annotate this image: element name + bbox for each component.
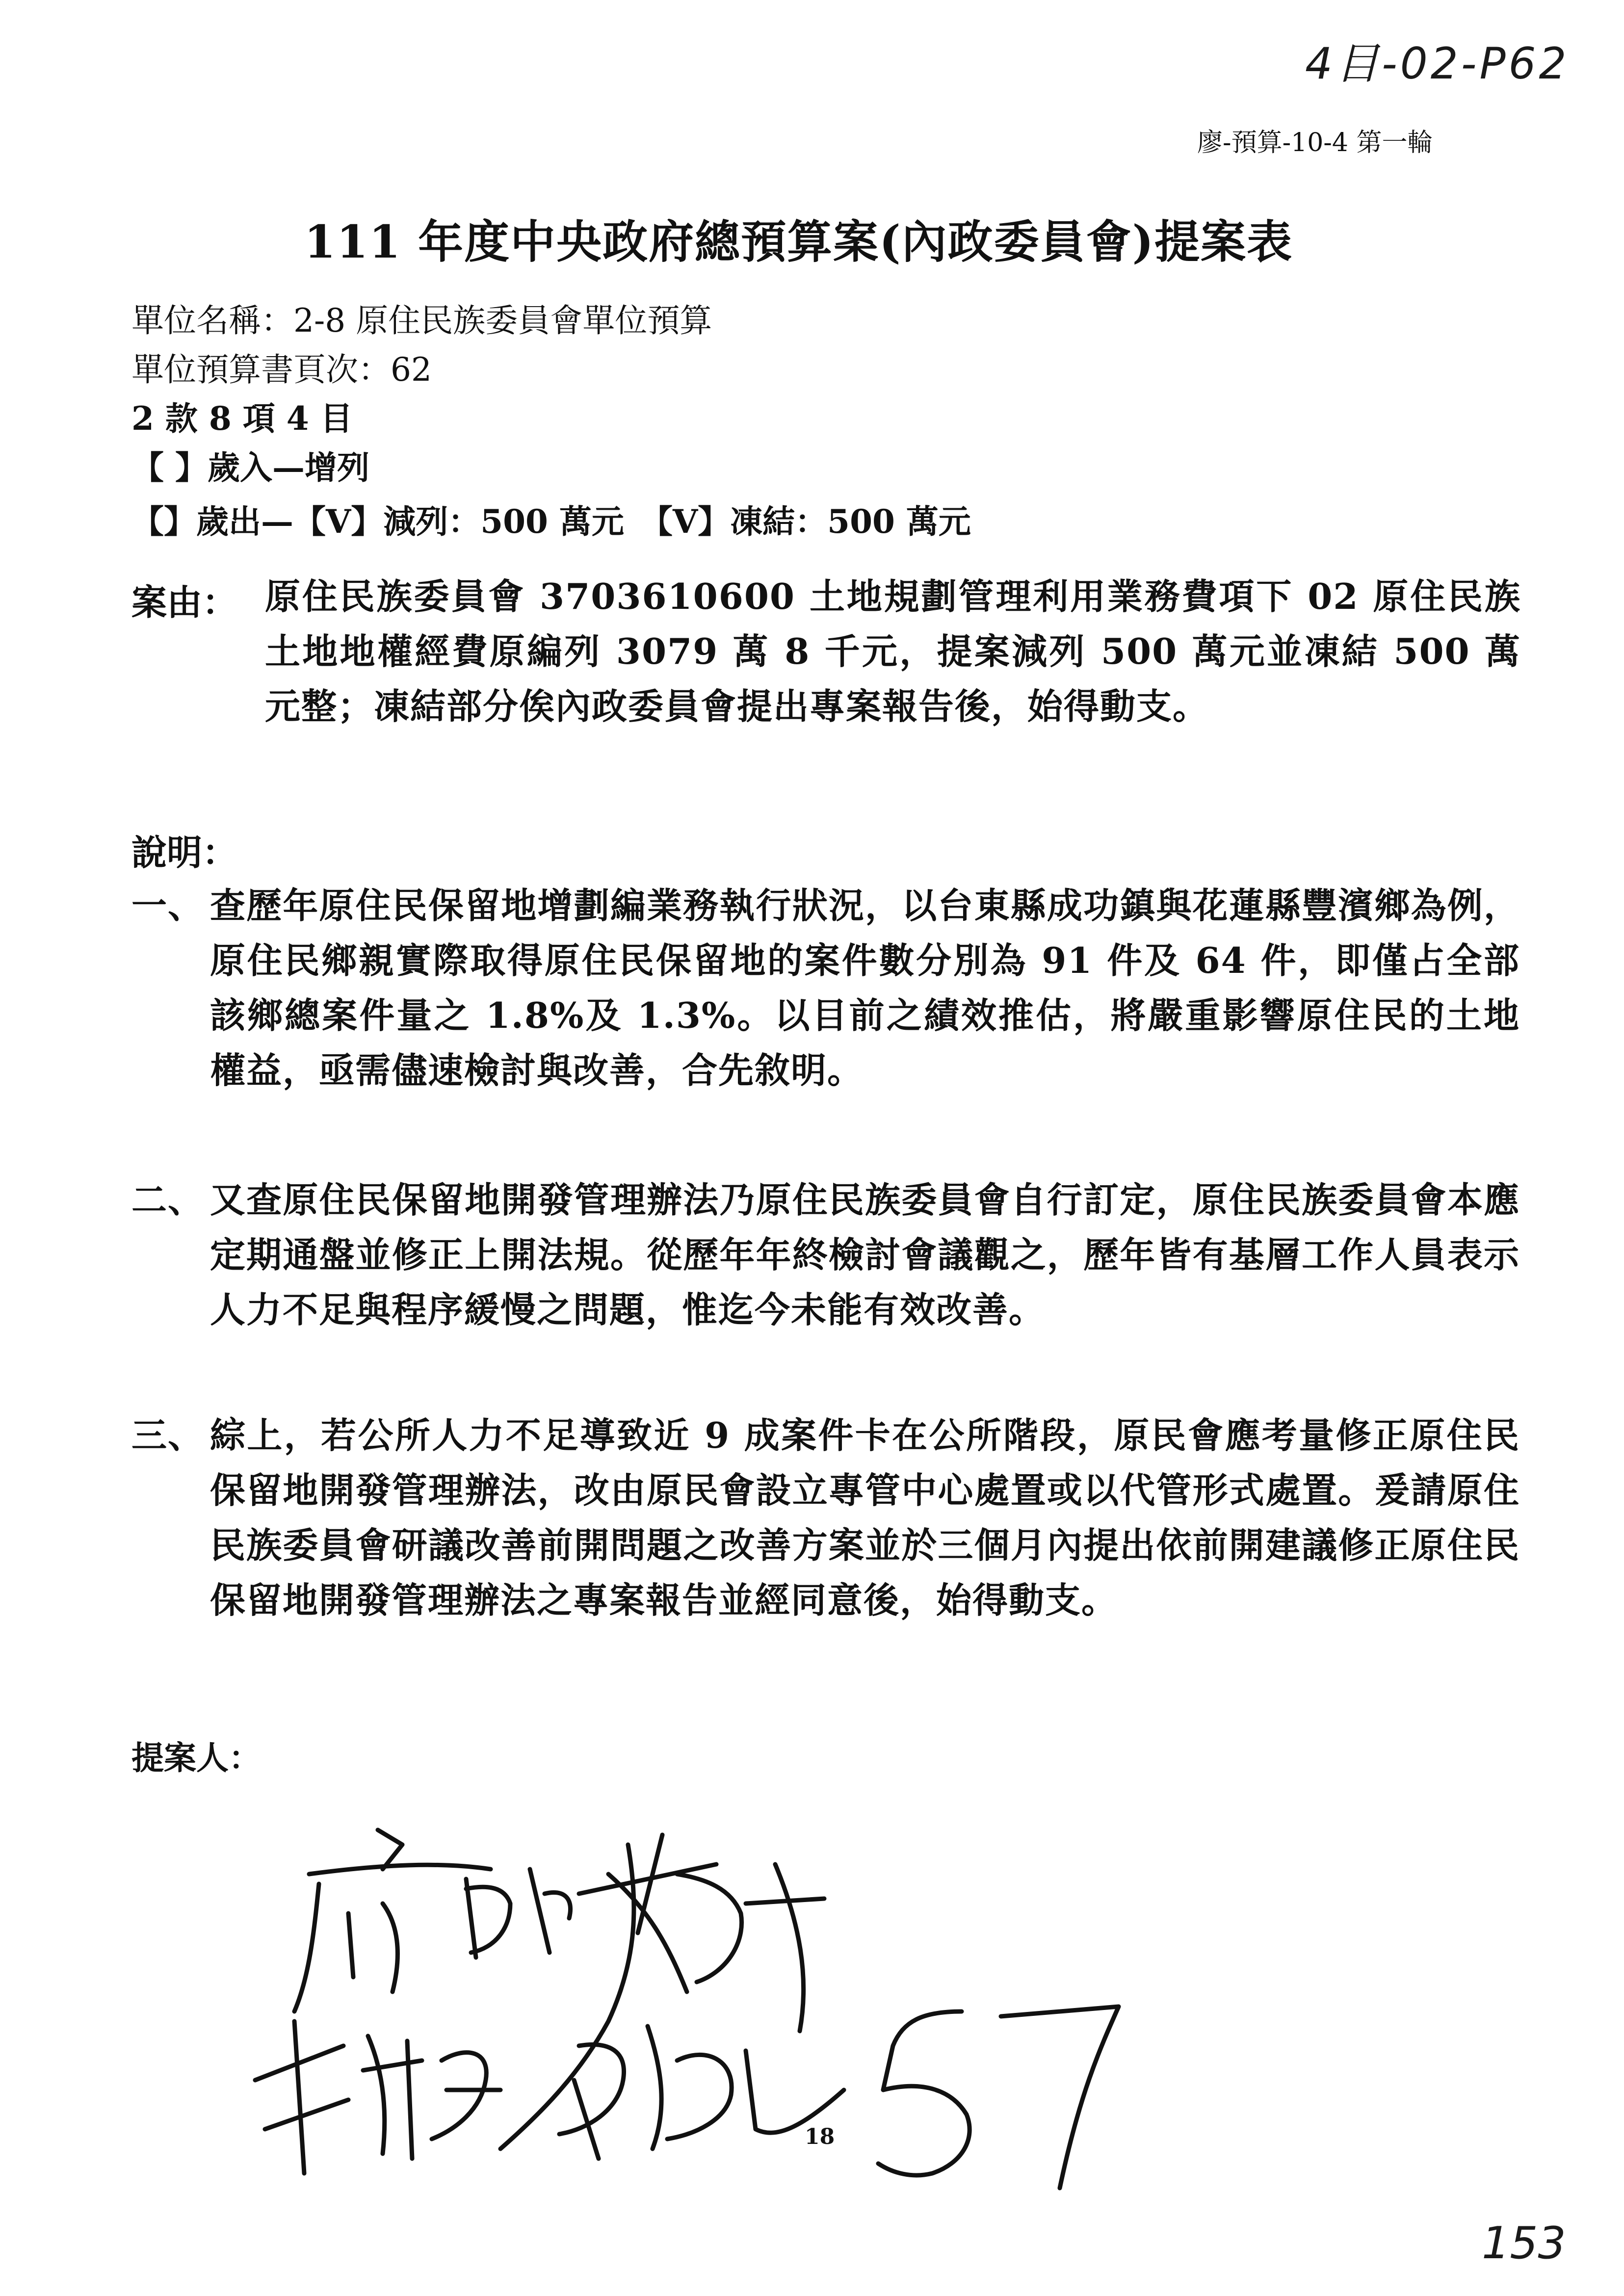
expenditure-line: 【】歲出—【V】減列：500 萬元 【V】凍結：500 萬元: [131, 502, 971, 541]
reason-text: 原住民族委員會 3703610600 土地規劃管理利用業務費項下 02 原住民族土地地權經費原編列 3079 萬 8 千元，提案減列 500 萬元並凍結 500 萬元整；凍結部分俟內政委員會提出專案報告後，始得動支。: [265, 575, 1521, 727]
handwritten-corner-note: 153: [1482, 2218, 1566, 2269]
handwritten-signatures: [236, 1815, 1217, 2198]
page-number: 18: [805, 2124, 835, 2149]
reason-label: 案由：: [131, 581, 238, 623]
proposer-label: 提案人：: [131, 1739, 261, 1777]
handwritten-file-note: 4目-02-P62: [1305, 38, 1570, 89]
unit-name: 單位名稱：2-8 原住民族委員會單位預算: [131, 302, 712, 339]
item-code: 2 款 8 項 4 目: [131, 399, 353, 438]
explanation-item-3: [131, 1408, 1520, 1628]
item-marker: 一、: [131, 885, 205, 926]
item-text: 查歷年原住民保留地增劃編業務執行狀況，以台東縣成功鎮與花蓮縣豐濱鄉為例，原住民鄉親實際取得原住民保留地的案件數分別為 91 件及 64 件，即僅占全部該鄉總案件量之 1.8%及 1.3%。以目前之績效推估，將嚴重影響原住民的土地權益，亟需儘速檢討與改善，合先敘明。: [210, 885, 1520, 1091]
document-title: 111 年度中央政府總預算案(內政委員會)提案表: [304, 215, 1293, 268]
reference-code: 廖-預算-10-4 第一輪: [1197, 128, 1433, 157]
item-marker: 二、: [131, 1179, 205, 1221]
explanation-item-1: [131, 878, 1520, 1098]
item-text: 又查原住民保留地開發管理辦法乃原住民族委員會自行訂定，原住民族委員會本應定期通盤並修正上開法規。從歷年年終檢討會議觀之，歷年皆有基層工作人員表示人力不足與程序緩慢之問題，惟迄今未能有效改善。: [210, 1179, 1520, 1331]
explanation-item-2: [131, 1173, 1520, 1337]
page-reference: 單位預算書頁次：62: [131, 351, 432, 389]
explanation-label: 說明：: [131, 832, 238, 873]
item-text: 綜上，若公所人力不足導致近 9 成案件卡在公所階段，原民會應考量修正原住民保留地開發管理辦法，改由原民會設立專管中心處置或以代管形式處置。爰請原住民族委員會研議改善前開問題之改善方案並於三個月內提出依前開建議修正原住民保留地開發管理辦法之專案報告並經同意後，始得動支。: [210, 1414, 1520, 1621]
item-marker: 三、: [131, 1414, 205, 1456]
revenue-line: 【 】歲入—增列: [131, 448, 369, 487]
